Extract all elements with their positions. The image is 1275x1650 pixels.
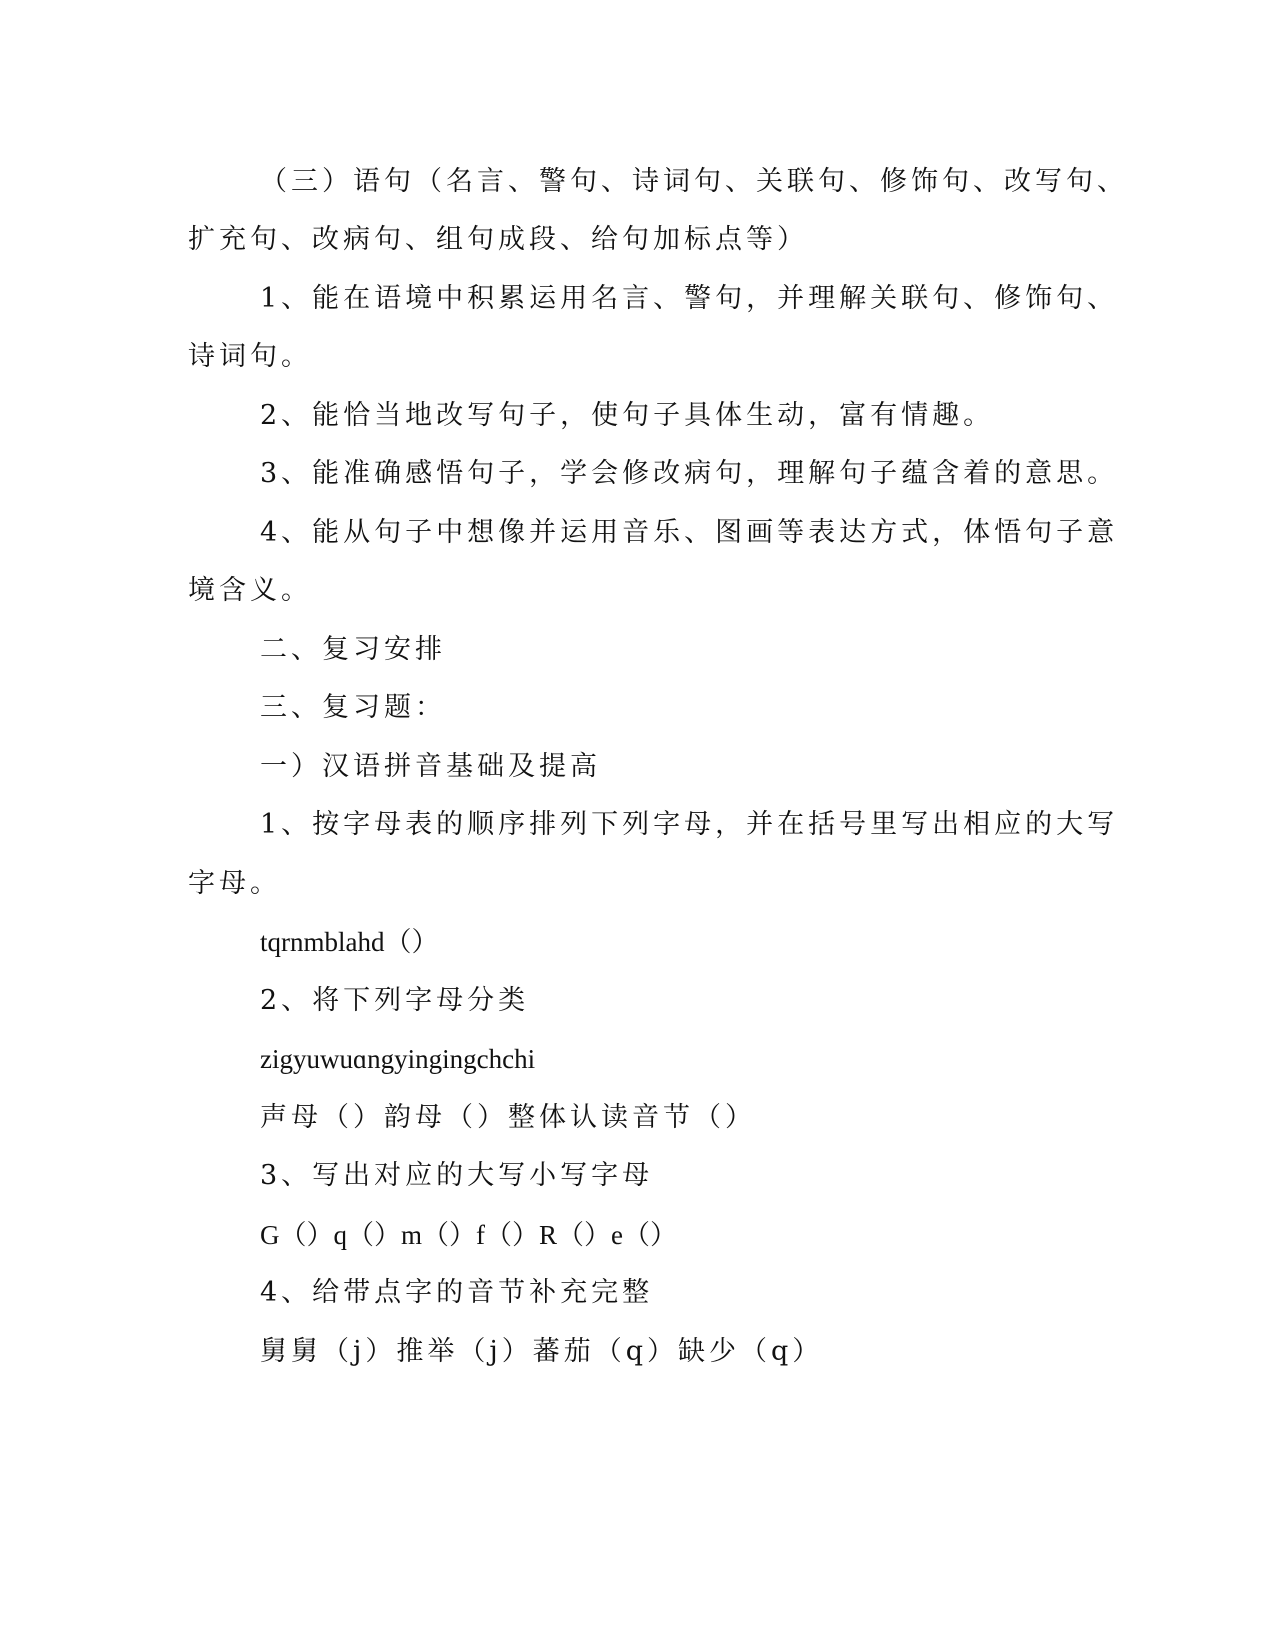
section-heading-review-plan: 二、复习安排 bbox=[260, 634, 446, 665]
goal-item-1-cont: 诗词句。 bbox=[188, 341, 312, 372]
question-2-categories: 声母（）韵母（）整体认读音节（） bbox=[260, 1102, 756, 1133]
question-1: 1、按字母表的顺序排列下列字母，并在括号里写出相应的大写 bbox=[260, 809, 1119, 840]
question-2: 2、将下列字母分类 bbox=[260, 985, 530, 1016]
goal-item-3: 3、能准确感悟句子，学会修改病句，理解句子蕴含着的意思。 bbox=[260, 458, 1119, 489]
question-3: 3、写出对应的大写小写字母 bbox=[260, 1160, 654, 1191]
subsection-heading-pinyin: 一）汉语拼音基础及提高 bbox=[260, 751, 601, 782]
question-1-cont: 字母。 bbox=[188, 868, 281, 899]
section-heading-sentences-cont: 扩充句、改病句、组句成段、给句加标点等） bbox=[188, 224, 808, 255]
goal-item-4-cont: 境含义。 bbox=[188, 575, 312, 606]
goal-item-1: 1、能在语境中积累运用名言、警句，并理解关联句、修饰句、 bbox=[260, 283, 1119, 314]
section-heading-review-questions: 三、复习题： bbox=[260, 692, 446, 723]
question-4: 4、给带点字的音节补充完整 bbox=[260, 1277, 654, 1308]
question-2-letters: zigyuwuɑngyingingchchi bbox=[260, 1044, 536, 1074]
goal-item-2: 2、能恰当地改写句子，使句子具体生动，富有情趣。 bbox=[260, 400, 995, 431]
section-heading-sentences: （三）语句（名言、警句、诗词句、关联句、修饰句、改写句、 bbox=[260, 166, 1128, 197]
question-1-letters: tqrnmblahd（） bbox=[260, 927, 439, 957]
question-4-words: 舅舅（j）推举（j）蕃茄（q）缺少（q） bbox=[260, 1336, 824, 1367]
question-3-letters: G（）q（）m（）f（）R（）e（） bbox=[260, 1220, 677, 1250]
goal-item-4: 4、能从句子中想像并运用音乐、图画等表达方式，体悟句子意 bbox=[260, 517, 1119, 548]
